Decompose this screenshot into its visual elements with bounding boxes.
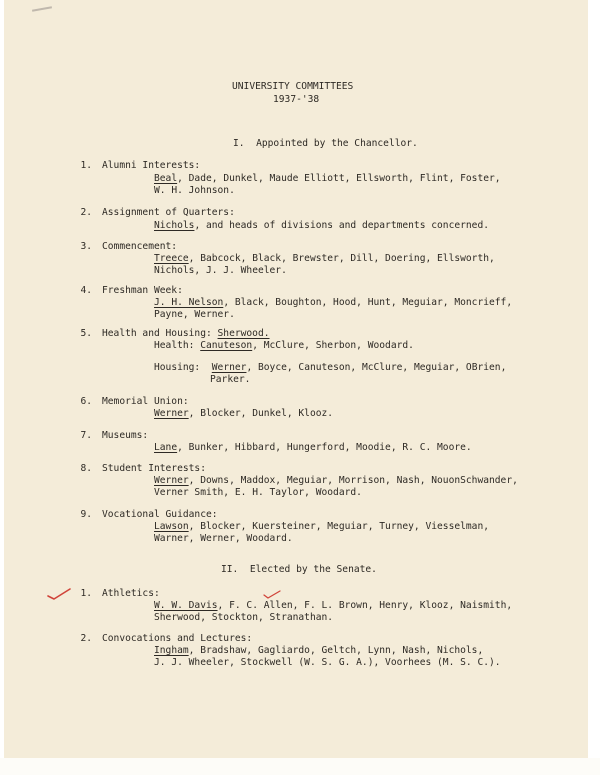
committee-chair: J. H. Nelson <box>154 297 224 308</box>
committee-members: Werner, Blocker, Dunkel, Klooz. <box>154 408 334 419</box>
committee-name: Student Interests: <box>102 463 206 474</box>
scan-margin <box>0 758 600 775</box>
committee-name: Vocational Guidance: <box>102 509 218 520</box>
item-number: 1. <box>80 588 92 599</box>
red-check-mark-icon <box>46 587 72 603</box>
item-number: 7. <box>80 430 92 441</box>
committee-name: Alumni Interests: <box>102 160 201 171</box>
committee-members: W. W. Davis, F. C. Allen, F. L. Brown, Henry, Klooz, Naismith, <box>154 600 513 611</box>
committee-name: Assignment of Quarters: <box>102 207 235 218</box>
committee-name: Museums: <box>102 430 149 441</box>
subcommittee-chair: Werner <box>211 362 247 373</box>
committee-name: Memorial Union: <box>102 396 189 407</box>
item-number: 5. <box>80 328 92 339</box>
committee-chair: Nichols <box>154 220 195 231</box>
committee-members-continued: Sherwood, Stockton, Stranathan. <box>154 612 334 623</box>
committee-members: Nichols, and heads of divisions and departments concerned. <box>154 220 490 231</box>
committee-members-continued: Warner, Werner, Woodard. <box>154 533 293 544</box>
committee-name: Athletics: <box>102 588 160 599</box>
committee-members-continued: W. H. Johnson. <box>154 185 235 196</box>
subcommittee-chair: Canuteson <box>200 340 253 351</box>
section-heading-appointed: I. Appointed by the Chancellor. <box>233 138 418 149</box>
committee-name: Convocations and Lectures: <box>102 633 253 644</box>
subcommittee-label: Housing: <box>154 362 201 373</box>
committee-members: Ingham, Bradshaw, Gagliardo, Geltch, Lynn, Nash, Nichols, <box>154 645 484 656</box>
committee-members: Beal, Dade, Dunkel, Maude Elliott, Ellsworth, Flint, Foster, <box>154 173 501 184</box>
academic-year: 1937-'38 <box>273 94 320 105</box>
committee-chair: Beal <box>154 173 178 184</box>
committee-chair: Lawson <box>154 521 189 532</box>
subcommittee-health: Health: Canuteson, McClure, Sherbon, Woodard. <box>154 340 414 351</box>
committee-members: Treece, Babcock, Black, Brewster, Dill, Doering, Ellsworth, <box>154 253 495 264</box>
section-heading-elected: II. Elected by the Senate. <box>221 564 377 575</box>
item-number: 1. <box>80 160 92 171</box>
committee-chair: Werner <box>154 408 189 419</box>
committee-members: Lane, Bunker, Hibbard, Hungerford, Moodie, R. C. Moore. <box>154 442 472 453</box>
committee-members: J. H. Nelson, Black, Boughton, Hood, Hunt, Meguiar, Moncrieff, <box>154 297 513 308</box>
subcommittee-label: Health: <box>154 340 195 351</box>
item-number: 3. <box>80 241 92 252</box>
committee-name: Health and Housing: Sherwood. <box>102 328 270 339</box>
subcommittee-housing-continued: Parker. <box>210 374 251 385</box>
committee-chair: Treece <box>154 253 189 264</box>
document-title: UNIVERSITY COMMITTEES <box>232 81 354 92</box>
item-number: 9. <box>80 509 92 520</box>
committee-members-continued: Verner Smith, E. H. Taylor, Woodard. <box>154 487 362 498</box>
committee-members: Werner, Downs, Maddox, Meguiar, Morrison, Nash, NouonSchwander, <box>154 475 518 486</box>
committee-name: Freshman Week: <box>102 285 183 296</box>
committee-members-continued: J. J. Wheeler, Stockwell (W. S. G. A.), Voorhees (M. S. C.). <box>154 657 501 668</box>
item-number: 8. <box>80 463 92 474</box>
item-number: 2. <box>80 633 92 644</box>
committee-members: Lawson, Blocker, Kuersteiner, Meguiar, Turney, Viesselman, <box>154 521 490 532</box>
committee-members-continued: Nichols, J. J. Wheeler. <box>154 265 287 276</box>
committee-chair: Ingham <box>154 645 189 656</box>
committee-chair: W. W. Davis <box>154 600 218 611</box>
document-page <box>4 0 588 758</box>
item-number: 4. <box>80 285 92 296</box>
committee-members-continued: Payne, Werner. <box>154 309 235 320</box>
committee-chair: Lane <box>154 442 178 453</box>
committee-item <box>4 633 588 758</box>
red-tick-mark-icon <box>262 589 282 601</box>
committee-chair: Werner <box>154 475 189 486</box>
committee-name: Commencement: <box>102 241 178 252</box>
item-number: 2. <box>80 207 92 218</box>
item-number: 6. <box>80 396 92 407</box>
subcommittee-housing: Housing: Werner, Boyce, Canuteson, McClure, Meguiar, OBrien, <box>154 362 507 373</box>
committee-chair: Sherwood. <box>217 328 270 339</box>
